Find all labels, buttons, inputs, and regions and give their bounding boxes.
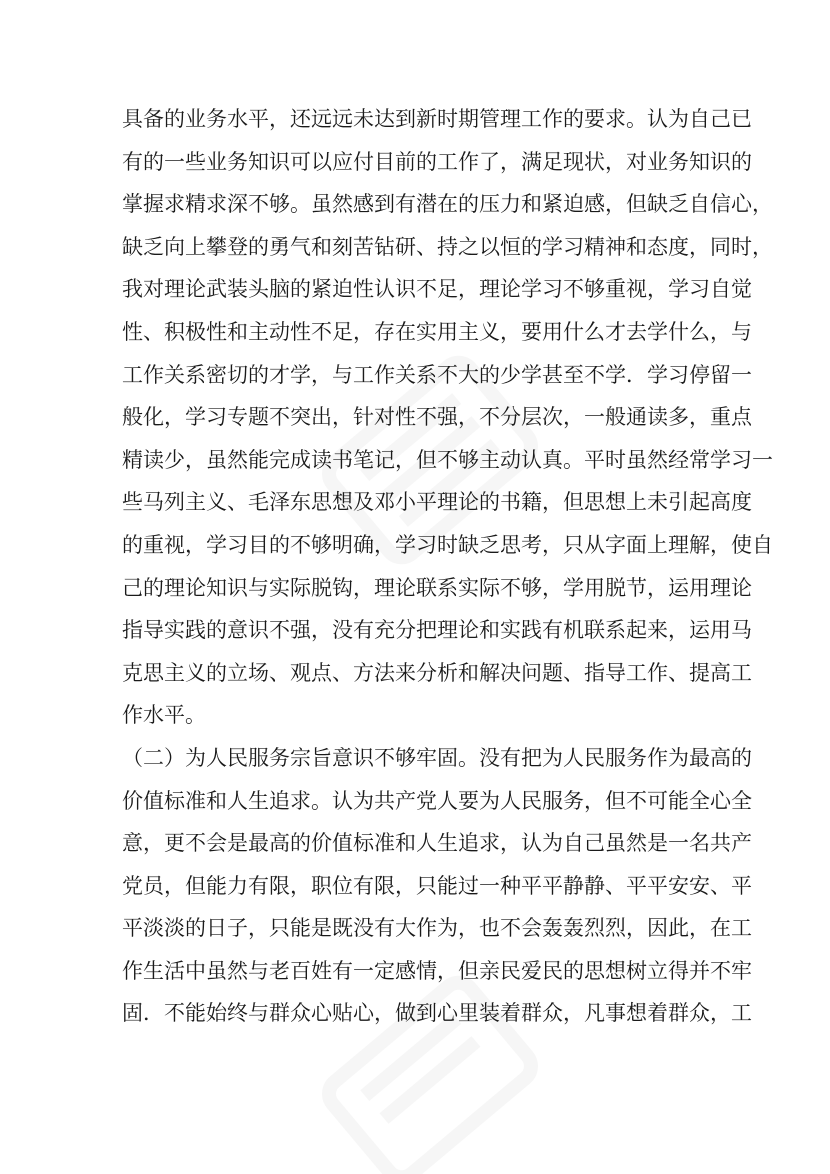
- text-line: 价值标准和人生追求。认为共产党人要为人民服务，但不可能全心全: [122, 788, 752, 813]
- text-line: 工作关系密切的才学，与工作关系不大的少学甚至不学．学习停留一: [122, 362, 752, 387]
- text-line: 克思主义的立场、观点、方法来分析和解决问题、指导工作、提高工: [122, 660, 752, 685]
- text-line: 掌握求精求深不够。虽然感到有潜在的压力和紧迫感，但缺乏自信心，: [122, 192, 773, 217]
- text-line: 作生活中虽然与老百姓有一定感情，但亲民爱民的思想树立得并不牢: [122, 958, 752, 983]
- text-line: 固．不能始终与群众心贴心，做到心里装着群众，凡事想着群众，工: [122, 1001, 752, 1026]
- text-line: 己的理论知识与实际脱钩，理论联系实际不够，学用脱节，运用理论: [122, 575, 752, 600]
- text-line: 些马列主义、毛泽东思想及邓小平理论的书籍，但思想上未引起高度: [122, 490, 752, 515]
- text-line: 我对理论武装头脑的紧迫性认识不足，理论学习不够重视，学习自觉: [122, 277, 752, 302]
- body-text: [122, 98, 773, 1035]
- text-line: 平淡淡的日子，只能是既没有大作为，也不会轰轰烈烈，因此，在工: [122, 916, 752, 941]
- text-line: 指导实践的意识不强，没有充分把理论和实践有机联系起来，运用马: [122, 618, 752, 643]
- text-line: 有的一些业务知识可以应付目前的工作了，满足现状，对业务知识的: [122, 149, 752, 174]
- text-line: 精读少，虽然能完成读书笔记，但不够主动认真。平时虽然经常学习一: [122, 447, 773, 472]
- text-line: 作水平。: [122, 703, 206, 728]
- text-line: 性、积极性和主动性不足，存在实用主义，要用什么才去学什么，与: [122, 319, 752, 344]
- text-line: 缺乏向上攀登的勇气和刻苦钻研、持之以恒的学习精神和态度，同时，: [122, 234, 773, 259]
- text-line: 般化，学习专题不突出，针对性不强，不分层次，一般通读多，重点: [122, 405, 752, 430]
- text-line: 意，更不会是最高的价值标准和人生追求，认为自己虽然是一名共产: [122, 831, 752, 856]
- section-heading-line: （二）为人民服务宗旨意识不够牢固。没有把为人民服务作为最高的: [122, 745, 752, 770]
- text-line: 党员，但能力有限，职位有限，只能过一种平平静静、平平安安、平: [122, 873, 752, 898]
- text-line: 具备的业务水平，还远远未达到新时期管理工作的要求。认为自己已: [122, 107, 752, 131]
- text-line: 的重视，学习目的不够明确，学习时缺乏思考，只从字面上理解，使自: [122, 532, 773, 557]
